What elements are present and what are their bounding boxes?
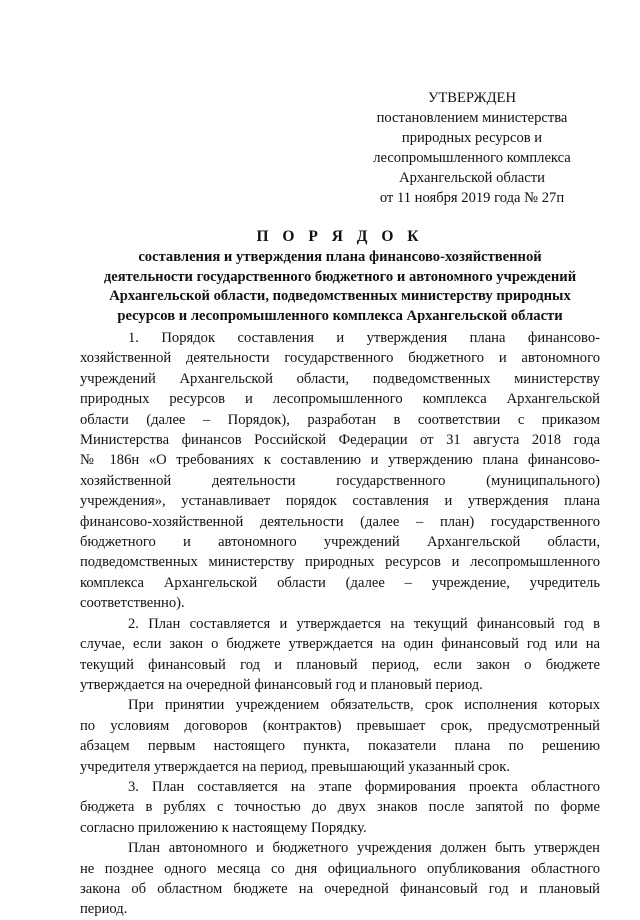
text-line: природных ресурсов и лесопромышленного комплекса Архангельской (80, 391, 600, 408)
text-line: закона об областном бюджете на очередной финансовый год и плановый (80, 880, 600, 897)
text-line: 2. План составляется и утверждается на текущий финансовый год в (128, 615, 600, 632)
title-subtitle-line: деятельности государственного бюджетного и автономного учреждений (103, 268, 577, 285)
document-body (80, 328, 600, 920)
approval-line: постановлением министерства (376, 110, 568, 126)
document-title (80, 226, 600, 326)
text-line: подведомственных министерству природных ресурсов и лесопромышленного (80, 554, 600, 571)
paragraph-3 (80, 695, 600, 777)
paragraph-2 (80, 614, 600, 696)
text-line: 3. План составляется на этапе формирования проекта областного (128, 778, 600, 795)
approval-date: от 11 ноября 2019 года № 27п (379, 190, 565, 206)
text-line: не позднее одного месяца со дня официального опубликования областного (80, 860, 600, 877)
text-line: утверждается на очередной финансовый год и плановый период. (80, 676, 483, 693)
text-line: План автономного и бюджетного учреждения должен быть утвержден (128, 840, 600, 857)
text-line: случае, если закон о бюджете утверждается на один финансовый год или на (80, 636, 600, 653)
text-line: При принятии учреждением обязательств, срок исполнения которых (128, 697, 600, 714)
text-line: финансово-хозяйственной деятельности (далее – план) государственного (80, 513, 600, 530)
text-line: учредителя утверждается на период, превышающий указанный срок. (80, 758, 510, 775)
text-line: 1. Порядок составления и утверждения плана финансово- (128, 330, 600, 346)
text-line: период. (80, 901, 128, 918)
text-line: комплекса Архангельской области (далее – учреждение, учредитель (80, 574, 600, 591)
text-line: хозяйственной деятельности государственного бюджетного и автономного (80, 350, 600, 367)
title-subtitle-line: Архангельской области, подведомственных министерству природных (109, 288, 571, 305)
approval-heading: УТВЕРЖДЕН (428, 90, 516, 106)
approval-line: лесопромышленного комплекса (373, 150, 571, 166)
approval-stamp (340, 88, 604, 208)
text-line: соответственно). (80, 595, 185, 612)
title-subtitle-line: составления и утверждения плана финансово-хозяйственной (138, 249, 542, 265)
text-line: области (далее – Порядок), разработан в соответствии с приказом (80, 411, 600, 428)
text-line: бюджетного и автономного учреждений Архангельской области, (80, 534, 600, 551)
text-line: хозяйственной деятельности государственного (муниципального) (80, 472, 600, 489)
text-line: учреждений Архангельской области, подведомственных министерству (80, 370, 600, 387)
paragraph-5 (80, 838, 600, 920)
text-line: учреждения», устанавливает порядок составления и утверждения плана (80, 493, 600, 510)
paragraph-1 (80, 328, 600, 614)
text-line: № 186н «О требованиях к составлению и утверждению плана финансово- (80, 452, 600, 469)
text-line: абзацем первым настоящего пункта, показатели плана по решению (80, 738, 600, 755)
approval-line: природных ресурсов и (401, 130, 543, 146)
text-line: Министерства финансов Российской Федерации от 31 августа 2018 года (80, 432, 600, 449)
title-main: П О Р Я Д О К (256, 228, 424, 245)
paragraph-4 (80, 777, 600, 838)
text-line: бюджета в рублях с точностью до двух знаков после запятой по форме (80, 799, 600, 816)
title-subtitle-line: ресурсов и лесопромышленного комплекса Архангельской области (117, 307, 563, 324)
approval-line: Архангельской области (399, 170, 545, 186)
text-line: согласно приложению к настоящему Порядку. (80, 819, 367, 836)
text-line: текущий финансовый год и плановый период, если закон о бюджете (80, 656, 600, 673)
text-line: по условиям договоров (контрактов) превышает срок, предусмотренный (80, 717, 600, 734)
